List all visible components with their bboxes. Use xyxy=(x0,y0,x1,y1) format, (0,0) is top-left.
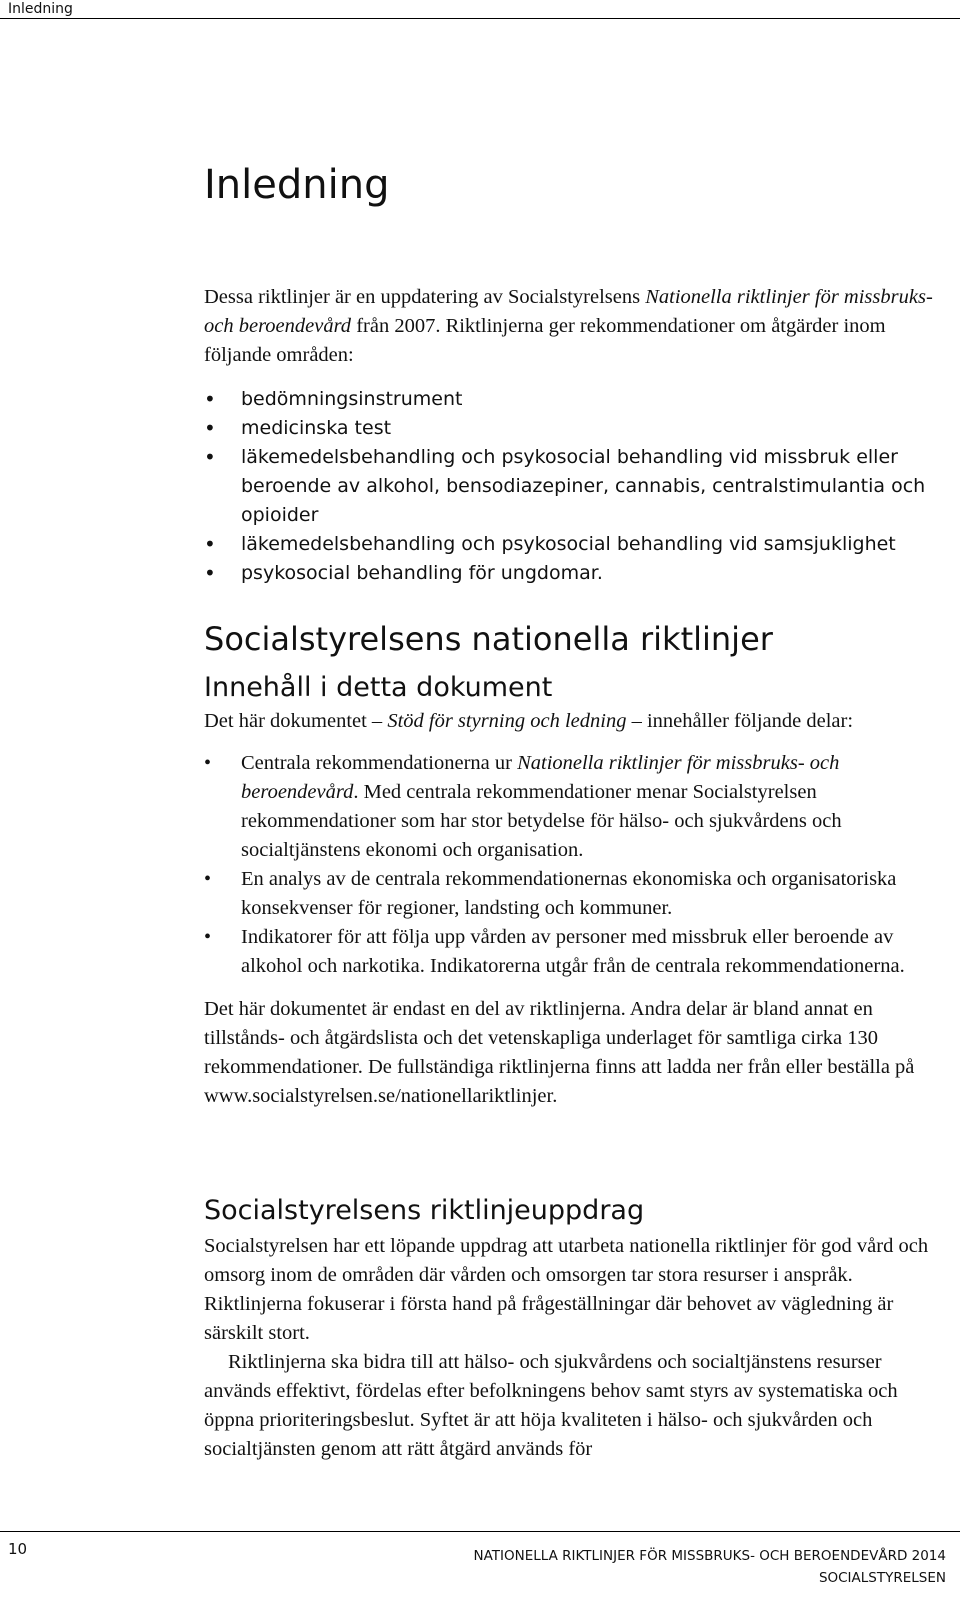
intro-text-1: Dessa riktlinjer är en uppdatering av Socialstyrelsens xyxy=(204,286,646,308)
list-item: • läkemedelsbehandling och psykosocial behandling vid missbruk eller beroende av alkohol, bensodiazepiner, cannabis, centralstimulantia och opioider xyxy=(204,445,926,526)
body-paragraph: Riktlinjerna ska bidra till att hälso- och sjukvårdens och socialtjänstens resurser används effektivt, fördelas efter befolkningens behov samt styrs av systematiska och öppna prioriteringsbeslut. Syftet är att höja kvaliteten i hälso- och sjukvården och socialtjänsten genom att rätt åtgärd används för xyxy=(204,1351,898,1460)
footer-info xyxy=(473,1545,946,1589)
footer-doc-title: NATIONELLA RIKTLINJER FÖR MISSBRUKS- OCH BEROENDEVÅRD 2014 xyxy=(473,1548,946,1564)
list-item: • En analys av de centrala rekommendationernas ekonomiska och organisatoriska konsekvenser för regioner, landsting och kommuner. xyxy=(204,868,897,919)
footer-divider xyxy=(0,1531,960,1532)
intro-italic-title: Nationella riktlinjer för missbruks- och beroendevård xyxy=(204,286,933,337)
body-paragraph: Socialstyrelsen har ett löpande uppdrag att utarbeta nationella riktlinjer för god vård och omsorg inom de områden där vården och omsorgen tar stora resurser i anspråk. Riktlinjerna fokuserar i första hand på frågeställningar där behovet av vägledning är särskilt stort. xyxy=(204,1235,929,1344)
section-uppdrag xyxy=(204,1195,946,1464)
running-header xyxy=(0,0,960,19)
intro-section xyxy=(204,283,946,588)
subsection-heading: Socialstyrelsens riktlinjeuppdrag xyxy=(204,1195,645,1226)
list-item: • bedömningsinstrument xyxy=(204,387,463,411)
list-item: • medicinska test xyxy=(204,416,392,440)
section-heading: Socialstyrelsens nationella riktlinjer xyxy=(204,620,773,658)
list-item: • Centrala rekommendationerna ur Nationella riktlinjer för missbruks- och beroendevård. Med centrala rekommendationer menar Socialstyrelsen rekommendationer som har stor betydelse för hälso- och sjukvårdens och socialtjänstens ekonomi och organisation. xyxy=(204,752,842,861)
subsection-heading: Innehåll i detta dokument xyxy=(204,672,553,703)
list-item: • läkemedelsbehandling och psykosocial behandling vid samsjuklighet xyxy=(204,532,896,556)
list-item: • Indikatorer för att följa upp vården av personer med missbruk eller beroende av alkohol och narkotika. Indikatorerna utgår från de centrala rekommendationerna. xyxy=(204,926,905,977)
page-title: Inledning xyxy=(204,162,390,208)
intro-paragraph xyxy=(204,283,946,370)
areas-list xyxy=(204,385,946,588)
footer-publisher: SOCIALSTYRELSEN xyxy=(818,1570,946,1586)
contents-paragraph: Det här dokumentet – Stöd för styrning och ledning – innehåller följande delar: xyxy=(204,710,854,732)
section-nationella xyxy=(204,620,946,1111)
running-title: Inledning xyxy=(8,1,73,17)
parts-list xyxy=(204,749,946,981)
parts-note-paragraph: Det här dokumentet är endast en del av riktlinjerna. Andra delar är bland annat en tillstånds- och åtgärdslista och det vetenskapliga underlaget för samtliga cirka 130 rekommendationer. De fullständiga riktlinjerna finns att ladda ner från eller beställa på www.socialstyrelsen.se/nationellariktlinjer. xyxy=(204,998,915,1107)
list-item: • psykosocial behandling för ungdomar. xyxy=(204,561,603,585)
intro-text-2: från 2007. Riktlinjerna ger rekommendationer om åtgärder inom följande områden: xyxy=(204,315,886,366)
page-number: 10 xyxy=(8,1540,28,1558)
